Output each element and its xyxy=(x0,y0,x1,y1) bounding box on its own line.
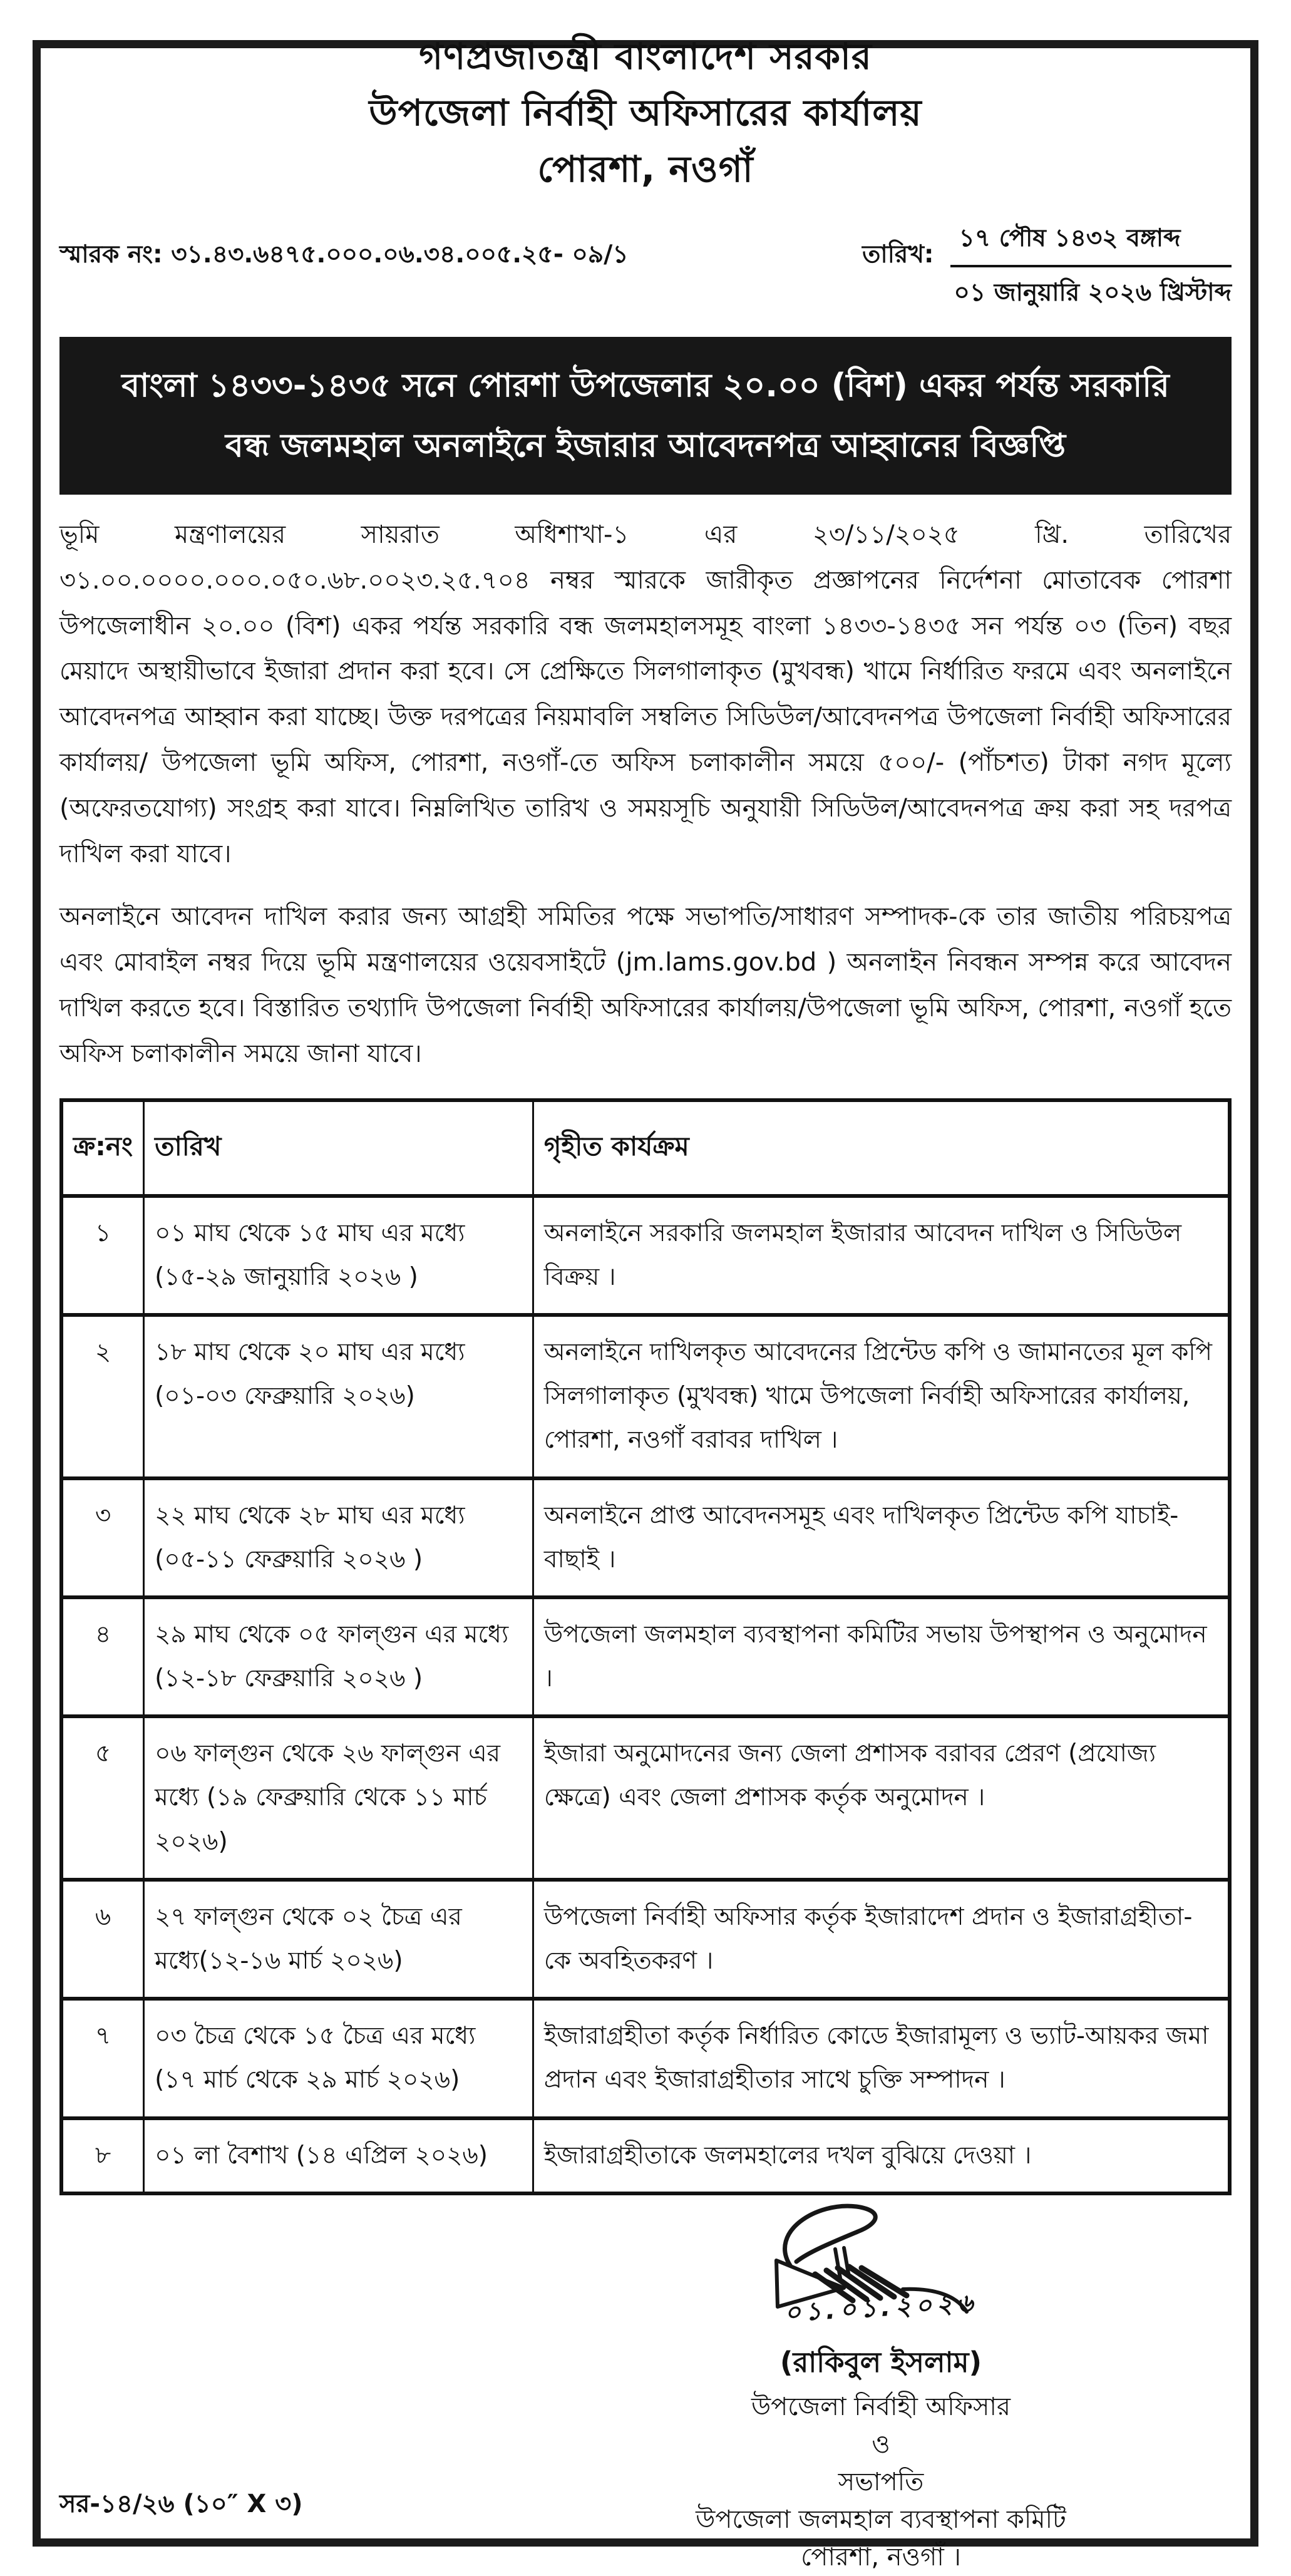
signature-handwritten-date: ০১.০১.২০২৬ xyxy=(783,2288,979,2327)
date-gregorian: ০১ জানুয়ারি ২০২৬ খ্রিস্টাব্দ xyxy=(954,278,1232,307)
notice-title-banner xyxy=(59,337,1232,495)
date-bangla: ১৭ পৌষ ১৪৩২ বঙ্গাব্দ xyxy=(950,219,1232,267)
row-activity: ইজারাগ্রহীতাকে জলমহালের দখল বুঝিয়ে দেওয়া । xyxy=(533,2118,1230,2193)
row-activity: উপজেলা নির্বাহী অফিসার কর্তৃক ইজারাদেশ প্রদান ও ইজারাগ্রহীতা-কে অবহিতকরণ । xyxy=(533,1880,1230,1999)
banner-line-2: বন্ধ জলমহাল অনলাইনে ইজারার আবেদনপত্র আহ্বানের বিজ্ঞপ্তি xyxy=(225,426,1066,465)
memo-number: স্মারক নং: ৩১.৪৩.৬৪৭৫.০০০.০৬.৩৪.০০৫.২৫- ০৯/১ xyxy=(59,240,629,269)
signatory-role: সভাপতি xyxy=(838,2467,924,2496)
row-activity: অনলাইনে দাখিলকৃত আবেদনের প্রিন্টেড কপি ও জামানতের মূল কপি সিলগালাকৃত (মুখবন্ধ) খামে উপজেলা নির্বাহী অফিসারের কার্যালয়, পোরশা, নওগাঁ বরাবর দাখিল । xyxy=(533,1315,1230,1478)
signatory-place: পোরশা, নওগাঁ । xyxy=(801,2542,961,2572)
row-serial: ৭ xyxy=(61,1999,144,2118)
row-serial: ২ xyxy=(61,1315,144,1478)
letterhead xyxy=(59,29,1232,198)
header-serial: ক্র:নং xyxy=(61,1100,144,1196)
row-date: ২২ মাঘ থেকে ২৮ মাঘ এর মধ্যে (০৫-১১ ফেব্রুয়ারি ২০২৬ ) xyxy=(144,1478,533,1597)
row-serial: ৮ xyxy=(61,2118,144,2193)
notice-document xyxy=(59,29,1232,2576)
press-reference: সর-১৪/২৬ (১০″ X ৩) xyxy=(59,2490,303,2518)
row-activity: ইজারাগ্রহীতা কর্তৃক নির্ধারিত কোডে ইজারামূল্য ও ভ্যাট-আয়কর জমা প্রদান এবং ইজারাগ্রহীতার সাথে চুক্তি সম্পাদন । xyxy=(533,1999,1230,2118)
table-header-row xyxy=(61,1100,1230,1196)
table-row xyxy=(61,2118,1230,2193)
table-row xyxy=(61,1597,1230,1716)
table-row xyxy=(61,1716,1230,1880)
government-title: গণপ্রজাতন্ত্রী বাংলাদেশ সরকার xyxy=(419,35,872,78)
schedule-table xyxy=(59,1098,1232,2195)
body-paragraph-2: অনলাইনে আবেদন দাখিল করার জন্য আগ্রহী সমিতির পক্ষে সভাপতি/সাধারণ সম্পাদক-কে তার জাতীয় পরিচয়পত্র এবং মোবাইল নম্বর দিয়ে ভূমি মন্ত্রণালয়ের ওয়েবসাইটে (jm.lams.gov.bd ) অনলাইন নিবন্ধন সম্পন্ন করে আবেদন দাখিল করতে হবে। বিস্তারিত তথ্যাদি উপজেলা নির্বাহী অফিসারের কার্যালয়/উপজেলা ভূমি অফিস, পোরশা, নওগাঁ হতে অফিস চলাকালীন সময়ে জানা যাবে। xyxy=(59,902,1232,1068)
row-activity: উপজেলা জলমহাল ব্যবস্থাপনা কমিটির সভায় উপস্থাপন ও অনুমোদন । xyxy=(533,1597,1230,1716)
row-date: ২৯ মাঘ থেকে ০৫ ফাল্গুন এর মধ্যে (১২-১৮ ফেব্রুয়ারি ২০২৬ ) xyxy=(144,1597,533,1716)
row-date: ১৮ মাঘ থেকে ২০ মাঘ এর মধ্যে (০১-০৩ ফেব্রুয়ারি ২০২৬) xyxy=(144,1315,533,1478)
row-serial: ৫ xyxy=(61,1716,144,1880)
table-row xyxy=(61,1196,1230,1315)
memo-row xyxy=(59,219,1232,314)
signatory-conjunction: ও xyxy=(872,2429,890,2459)
row-activity: অনলাইনে প্রাপ্ত আবেদনসমূহ এবং দাখিলকৃত প্রিন্টেড কপি যাচাই-বাছাই । xyxy=(533,1478,1230,1597)
signatory-designation: উপজেলা নির্বাহী অফিসার xyxy=(751,2392,1011,2421)
date-block xyxy=(862,219,1232,314)
row-date: ২৭ ফাল্গুন থেকে ০২ চৈত্র এর মধ্যে(১২-১৬ মার্চ ২০২৬) xyxy=(144,1880,533,1999)
office-location: পোরশা, নওগাঁ xyxy=(537,147,754,190)
table-row xyxy=(61,1999,1230,2118)
table-row xyxy=(61,1478,1230,1597)
signatory-name: (রাকিবুল ইসলাম) xyxy=(779,2345,982,2379)
header-date: তারিখ xyxy=(144,1100,533,1196)
header-activity: গৃহীত কার্যক্রম xyxy=(533,1100,1230,1196)
row-activity: ইজারা অনুমোদনের জন্য জেলা প্রশাসক বরাবর প্রেরণ (প্রযোজ্য ক্ষেত্রে) এবং জেলা প্রশাসক কর্তৃক অনুমোদন । xyxy=(533,1716,1230,1880)
row-serial: ৩ xyxy=(61,1478,144,1597)
row-serial: ৬ xyxy=(61,1880,144,1999)
row-date: ০১ লা বৈশাখ (১৪ এপ্রিল ২০২৬) xyxy=(144,2118,533,2193)
signature-block xyxy=(568,2195,1194,2576)
row-date: ০৬ ফাল্গুন থেকে ২৬ ফাল্গুন এর মধ্যে (১৯ ফেব্রুয়ারি থেকে ১১ মার্চ ২০২৬) xyxy=(144,1716,533,1880)
banner-line-1: বাংলা ১৪৩৩-১৪৩৫ সনে পোরশা উপজেলার ২০.০০ (বিশ) একর পর্যন্ত সরকারি xyxy=(121,366,1170,404)
table-row xyxy=(61,1880,1230,1999)
body-paragraph-1: ভূমি মন্ত্রণালয়ের সায়রাত অধিশাখা-১ এর ২৩/১১/২০২৫ খ্রি. তারিখের ৩১.০০.০০০০.০০০.০৫০.৬৮.০০২৩.২৫.৭০৪ নম্বর স্মারকে জারীকৃত প্রজ্ঞাপনের নির্দেশনা মোতাবেক পোরশা উপজেলাধীন ২০.০০ (বিশ) একর পর্যন্ত সরকারি বন্ধ জলমহালসমূহ বাংলা ১৪৩৩-১৪৩৫ সন পর্যন্ত ০৩ (তিন) বছর মেয়াদে অস্থায়ীভাবে ইজারা প্রদান করা হবে। সে প্রেক্ষিতে সিলগালাকৃত (মুখবন্ধ) খামে নির্ধারিত ফরমে এবং অনলাইনে আবেদনপত্র আহ্বান করা যাচ্ছে। উক্ত দরপত্রের নিয়মাবলি সম্বলিত সিডিউল/আবেদনপত্র উপজেলা নির্বাহী অফিসারের কার্যালয়/ উপজেলা ভূমি অফিস, পোরশা, নওগাঁ-তে অফিস চলাকালীন সময়ে ৫০০/- (পাঁচশত) টাকা নগদ মূল্যে (অফেরতযোগ্য) সংগ্রহ করা যাবে। নিম্নলিখিত তারিখ ও সময়সূচি অনুযায়ী সিডিউল/আবেদনপত্র ক্রয় করা সহ দরপত্র দাখিল করা যাবে। xyxy=(59,520,1232,868)
signatory-committee: উপজেলা জলমহাল ব্যবস্থাপনা কমিটি xyxy=(696,2505,1066,2534)
date-label: তারিখ: xyxy=(862,240,934,269)
date-lines xyxy=(950,219,1232,314)
row-activity: অনলাইনে সরকারি জলমহাল ইজারার আবেদন দাখিল ও সিডিউল বিক্রয় । xyxy=(533,1196,1230,1315)
row-date: ০৩ চৈত্র থেকে ১৫ চৈত্র এর মধ্যে (১৭ মার্চ থেকে ২৯ মার্চ ২০২৬) xyxy=(144,1999,533,2118)
row-serial: ৪ xyxy=(61,1597,144,1716)
row-date: ০১ মাঘ থেকে ১৫ মাঘ এর মধ্যে (১৫-২৯ জানুয়ারি ২০২৬ ) xyxy=(144,1196,533,1315)
row-serial: ১ xyxy=(61,1196,144,1315)
office-title: উপজেলা নির্বাহী অফিসারের কার্যালয় xyxy=(369,91,922,134)
table-row xyxy=(61,1315,1230,1478)
